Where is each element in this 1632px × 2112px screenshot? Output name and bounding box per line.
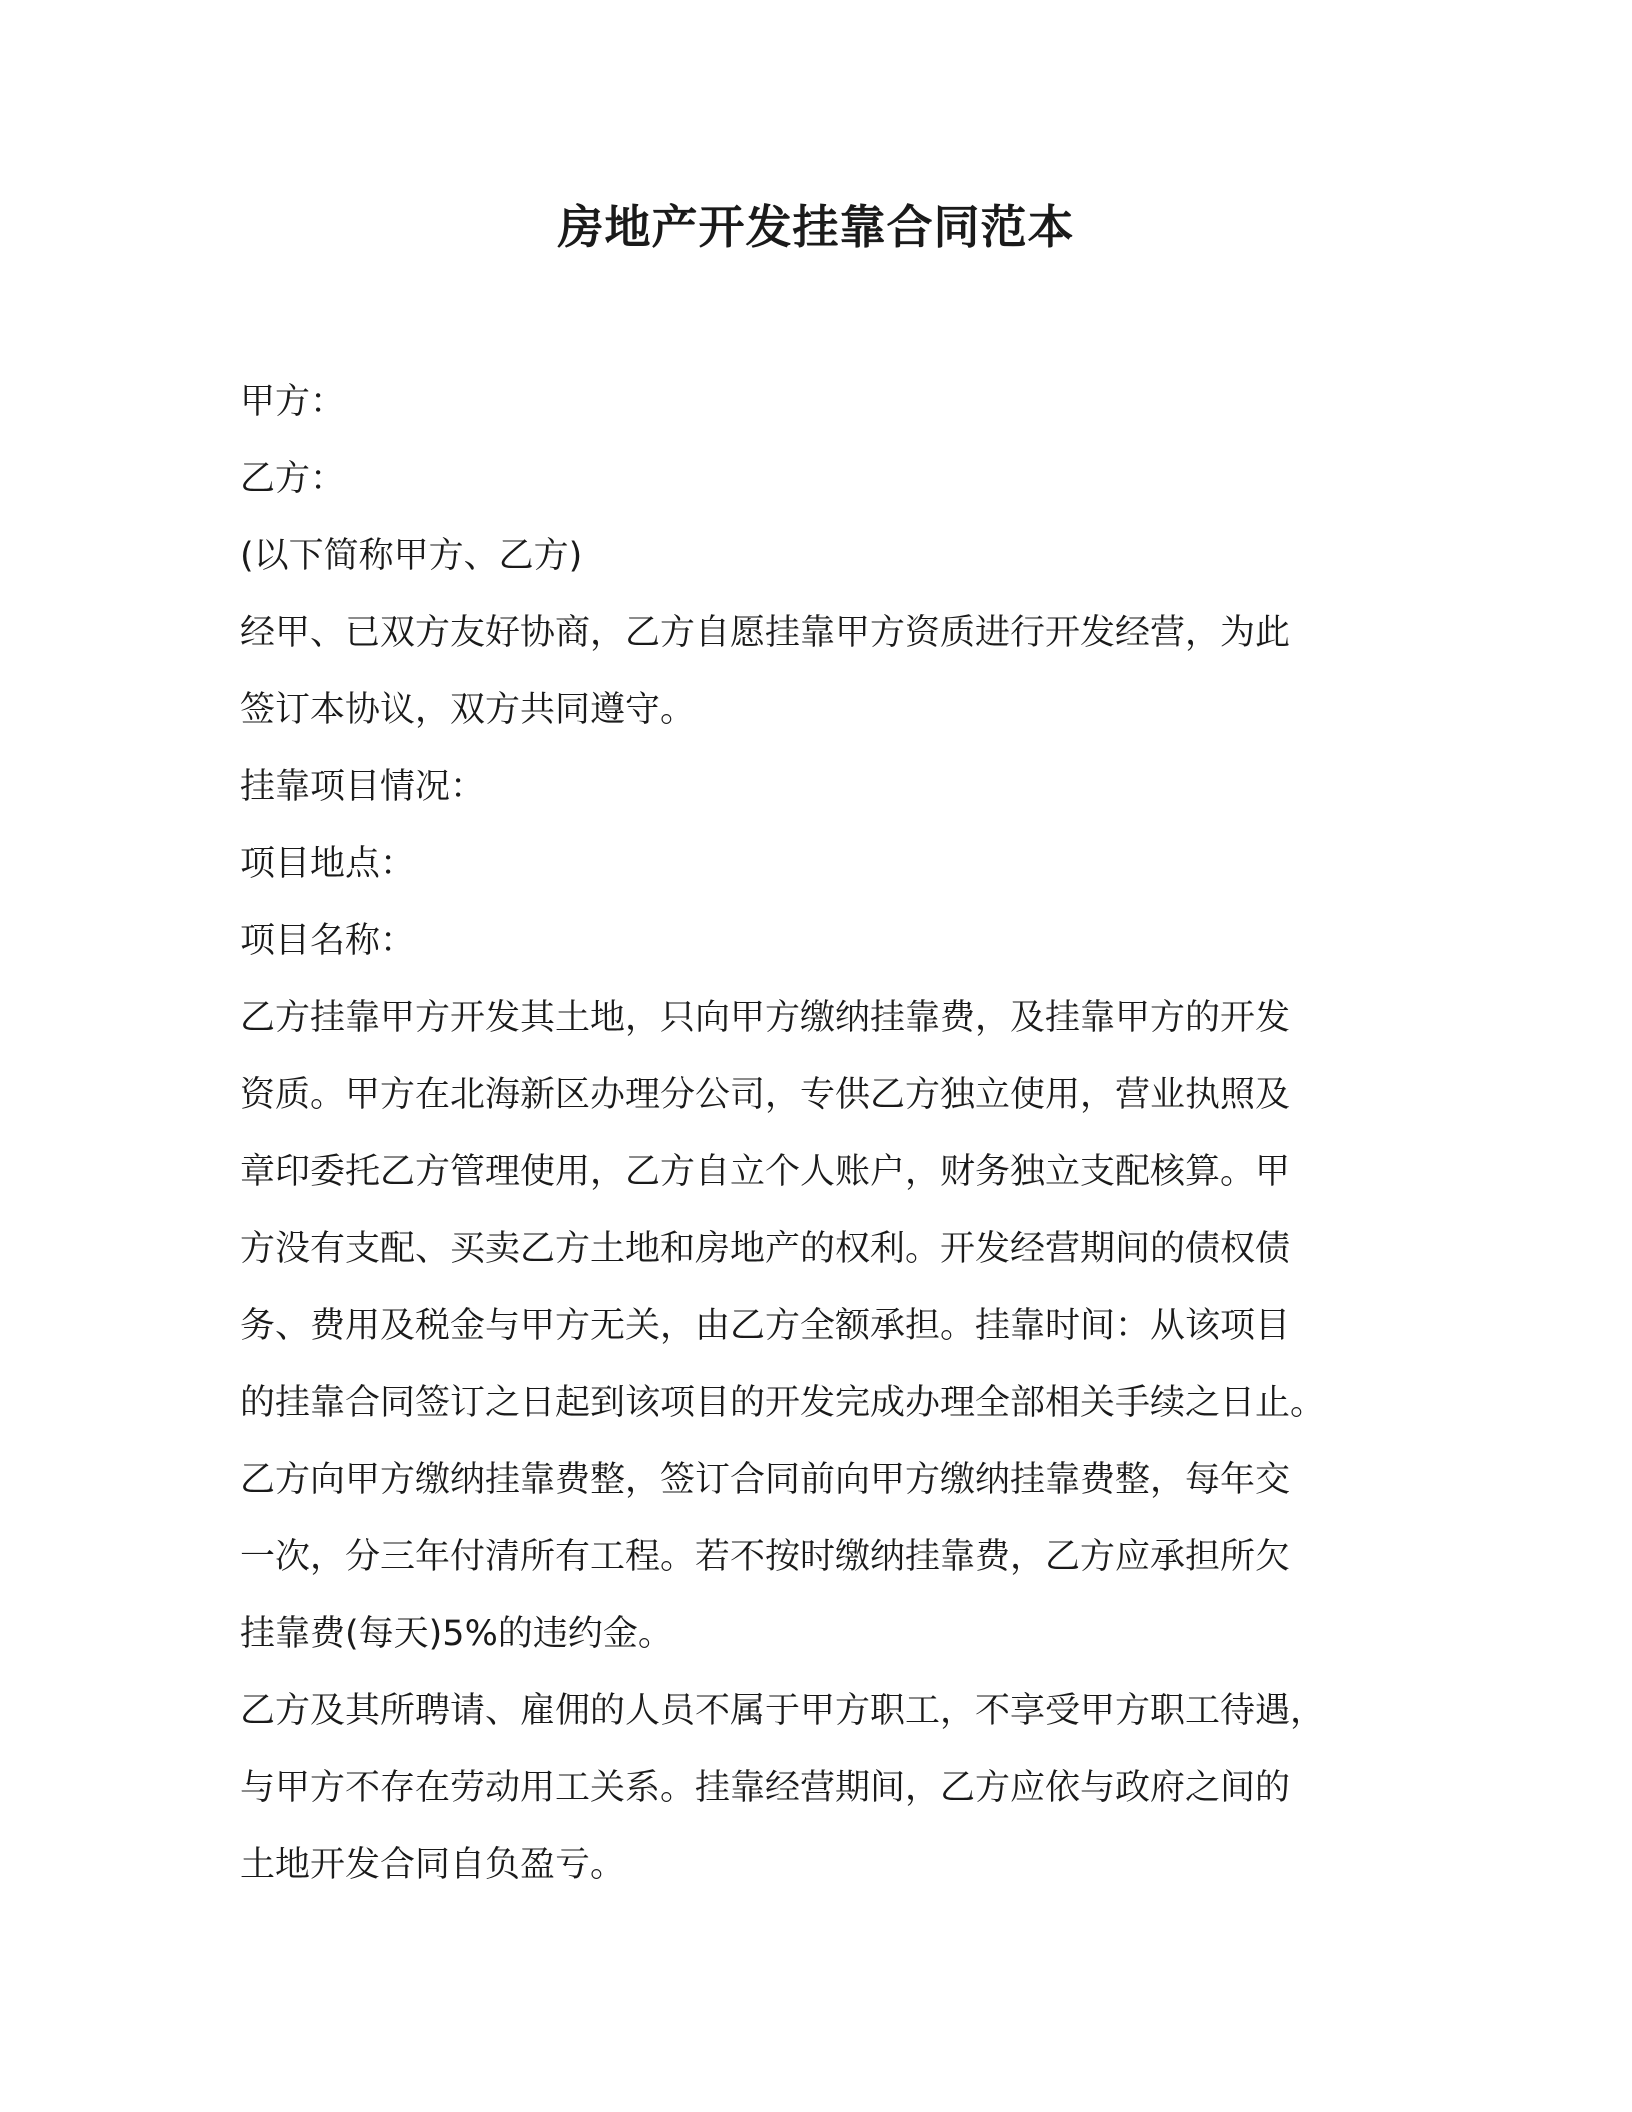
text-line: 乙方： [240, 459, 346, 499]
text-line: 乙方及其所聘请、雇佣的人员不属于甲方职工，不享受甲方职工待遇， [240, 1691, 1326, 1731]
text-line: (以下简称甲方、乙方) [240, 536, 583, 576]
text-line: 务、费用及税金与甲方无关，由乙方全额承担。挂靠时间：从该项目 [240, 1306, 1291, 1346]
text-line: 挂靠项目情况： [240, 767, 486, 807]
text-line: 甲方： [240, 382, 346, 422]
text-line: 经甲、已双方友好协商，乙方自愿挂靠甲方资质进行开发经营，为此 [240, 613, 1291, 653]
text-line: 项目名称： [240, 921, 416, 961]
text-line: 章印委托乙方管理使用，乙方自立个人账户，财务独立支配核算。甲 [240, 1152, 1291, 1192]
text-line: 项目地点： [240, 844, 416, 884]
text-line: 一次，分三年付清所有工程。若不按时缴纳挂靠费，乙方应承担所欠 [240, 1537, 1291, 1577]
text-line: 的挂靠合同签订之日起到该项目的开发完成办理全部相关手续之日止。 [240, 1383, 1326, 1423]
text-line: 与甲方不存在劳动用工关系。挂靠经营期间，乙方应依与政府之间的 [240, 1768, 1291, 1808]
text-line: 资质。甲方在北海新区办理分公司，专供乙方独立使用，营业执照及 [240, 1075, 1291, 1115]
text-line: 挂靠费(每天)5%的违约金。 [240, 1614, 673, 1654]
document-title: 房地产开发挂靠合同范本 [557, 200, 1075, 254]
document-body [240, 364, 1400, 1904]
text-line: 乙方挂靠甲方开发其土地，只向甲方缴纳挂靠费，及挂靠甲方的开发 [240, 998, 1291, 1038]
text-line: 签订本协议，双方共同遵守。 [240, 690, 696, 730]
text-line: 方没有支配、买卖乙方土地和房地产的权利。开发经营期间的债权债 [240, 1229, 1291, 1269]
text-line: 土地开发合同自负盈亏。 [240, 1845, 626, 1885]
text-line: 乙方向甲方缴纳挂靠费整，签订合同前向甲方缴纳挂靠费整，每年交 [240, 1460, 1291, 1500]
